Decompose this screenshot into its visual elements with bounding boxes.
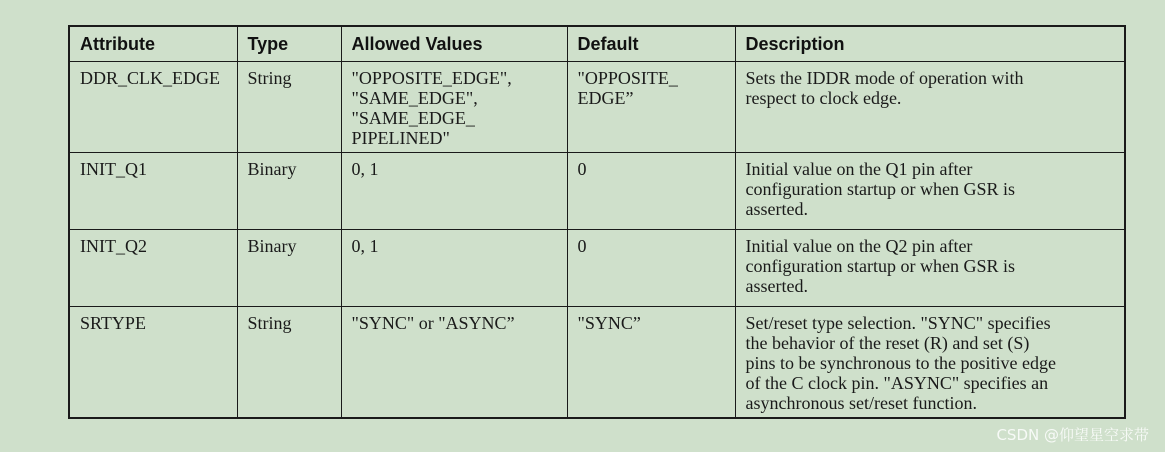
cell-type	[237, 152, 341, 229]
table-row	[69, 61, 1125, 152]
description-text: Set/reset type selection. "SYNC" specifies the behavior of the reset (R) and set (S) pins to be synchronous to the positive edge of the C clock pin. "ASYNC" specifies an asynchronous set/reset function.	[745, 312, 1056, 413]
cell-type	[237, 306, 341, 418]
default-text: 0	[577, 158, 587, 179]
cell-default	[567, 229, 735, 306]
attributes-table	[68, 25, 1126, 419]
cell-allowed-values	[341, 306, 567, 418]
cell-attribute	[69, 306, 237, 418]
cell-attribute	[69, 61, 237, 152]
cell-description	[735, 61, 1125, 152]
cell-attribute	[69, 152, 237, 229]
header-type: Type	[237, 26, 341, 61]
table-header-row	[69, 26, 1125, 61]
type-text: String	[247, 67, 292, 88]
description-text: Initial value on the Q1 pin after configuration startup or when GSR is asserted.	[745, 158, 1015, 219]
allowed-values-text: "SYNC" or "ASYNC”	[351, 312, 515, 333]
default-text: "SYNC”	[577, 312, 641, 333]
attribute-text: DDR_CLK_EDGE	[80, 67, 220, 88]
type-text: Binary	[247, 158, 297, 179]
type-text: String	[247, 312, 292, 333]
cell-allowed-values	[341, 229, 567, 306]
attribute-text: INIT_Q1	[80, 158, 147, 179]
header-allowed-values: Allowed Values	[341, 26, 567, 61]
cell-description	[735, 229, 1125, 306]
allowed-values-text: 0, 1	[351, 235, 379, 256]
cell-default	[567, 306, 735, 418]
description-text: Sets the IDDR mode of operation with respect to clock edge.	[745, 67, 1024, 108]
table-row	[69, 152, 1125, 229]
table-row	[69, 229, 1125, 306]
header-attribute: Attribute	[69, 26, 237, 61]
cell-type	[237, 61, 341, 152]
csdn-watermark: CSDN @仰望星空求带	[996, 426, 1149, 444]
description-text: Initial value on the Q2 pin after configuration startup or when GSR is asserted.	[745, 235, 1015, 296]
header-description: Description	[735, 26, 1125, 61]
header-default: Default	[567, 26, 735, 61]
type-text: Binary	[247, 235, 297, 256]
cell-allowed-values	[341, 152, 567, 229]
cell-allowed-values	[341, 61, 567, 152]
cell-description	[735, 306, 1125, 418]
allowed-values-text: 0, 1	[351, 158, 379, 179]
cell-default	[567, 61, 735, 152]
cell-description	[735, 152, 1125, 229]
cell-attribute	[69, 229, 237, 306]
table-row	[69, 306, 1125, 418]
cell-default	[567, 152, 735, 229]
allowed-values-text: "OPPOSITE_EDGE", "SAME_EDGE", "SAME_EDGE_ PIPELINED"	[351, 67, 512, 148]
attribute-text: INIT_Q2	[80, 235, 147, 256]
default-text: 0	[577, 235, 587, 256]
cell-type	[237, 229, 341, 306]
attribute-text: SRTYPE	[80, 312, 146, 333]
default-text: "OPPOSITE_ EDGE”	[577, 67, 678, 108]
